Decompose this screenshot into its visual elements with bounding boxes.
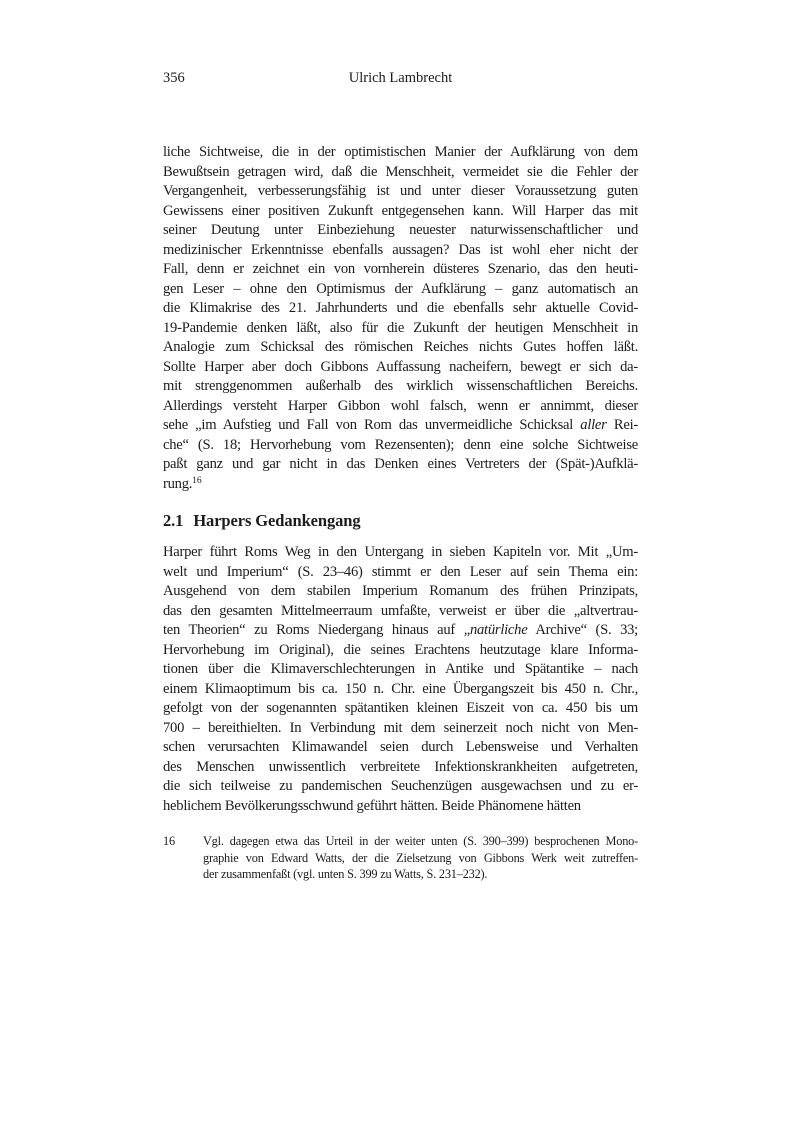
text-line: 700 – bereithielten. In Verbindung mit dem seinerzeit noch nicht von Men- [163, 719, 638, 736]
text-line: gen Leser – ohne den Optimismus der Aufklärung – ganz automatisch an [163, 280, 638, 297]
text-line: Bewußtsein getragen wird, daß die Menschheit, vermeidet sie die Fehler der [163, 163, 638, 180]
text-line: Hervorhebung im Original), die seines Erachtens heutzutage klare Informa- [163, 641, 638, 658]
body-paragraph-continuation [163, 143, 638, 494]
text-line: Ausgehend von dem stabilen Imperium Romanum des frühen Prinzipats, [163, 583, 638, 599]
page-number: 356 [163, 70, 185, 86]
text-line: einem Klimaoptimum bis ca. 150 n. Chr. eine Übergangszeit bis 450 n. Chr., [163, 680, 638, 697]
text-line: che“ (S. 18; Hervorhebung vom Rezensenten); denn eine solche Sichtweise [163, 436, 638, 453]
text-line: tionen über die Klimaverschlechterungen in Antike und Spätantike – nach [163, 661, 638, 677]
text-line: die sich teilweise zu pandemischen Seuchenzügen ausgewachsen und zu er- [163, 778, 638, 794]
footnote [163, 833, 638, 883]
text-block [163, 143, 638, 816]
text-line: medizinischer Erkenntnisse ebenfalls aussagen? Das ist wohl eher nicht der [163, 241, 638, 258]
text-line: welt und Imperium“ (S. 23–46) stimmt er den Leser auf sein Thema ein: [163, 563, 638, 580]
text-line: seiner Deutung unter Einbeziehung neuester naturwissenschaftlicher und [163, 222, 638, 238]
text-line: schen verursachten Klimawandel seien durch Lebensweise und Verhalten [163, 739, 638, 755]
text-line: Analogie zum Schicksal des römischen Reiches nichts Gutes hoffen läßt. [163, 339, 638, 355]
text-line: rung.$^{16}$ [163, 475, 202, 492]
text-line: Harper führt Roms Weg in den Untergang in sieben Kapiteln vor. Mit „Um- [163, 544, 638, 560]
text-line: Vergangenheit, verbesserungsfähig ist und unter dieser Voraussetzung guten [163, 183, 638, 199]
section-heading [163, 510, 638, 532]
text-line: der zusammenfaßt (vgl. unten S. 399 zu Watts, S. 231–232). [203, 867, 488, 881]
text-line: mit strenggenommen außerhalb des wirklich wissenschaftlichen Bereichs. [163, 378, 638, 394]
text-line: die Klimakrise des 21. Jahrhunderts und die ebenfalls sehr aktuelle Covid- [163, 300, 638, 316]
text-line: das den gesamten Mittelmeerraum umfaßte, verweist er über die „altvertrau- [163, 602, 638, 619]
text-line: 19-Pandemie denken läßt, also für die Zukunft der heutigen Menschheit in [163, 319, 638, 336]
text-line: liche Sichtweise, die in der optimistischen Manier der Aufklärung von dem [163, 144, 638, 160]
text-line: sehe „im Aufstieg und Fall von Rom das unvermeidliche Schicksal aller Rei- [163, 417, 638, 433]
running-header [163, 69, 638, 87]
footnote-text [203, 833, 638, 883]
text-line: Fall, denn er zeichnet ein von vornherein düsteres Szenario, das den heuti- [163, 261, 638, 277]
text-line: des Menschen unwissentlich verbreitete Infektionskrankheiten aufgetreten, [163, 758, 638, 775]
text-line: ten Theorien“ zu Roms Niedergang hinaus auf „natürliche Archive“ (S. 33; [163, 622, 638, 638]
text-line: Vgl. dagegen etwa das Urteil in der weiter unten (S. 390–399) besprochenen Mono- [203, 834, 638, 848]
body-paragraph [163, 543, 638, 816]
text-line: Gewissens einer positiven Zukunft entgegensehen kann. Will Harper das mit [163, 202, 638, 219]
footnote-number: 16 [163, 834, 175, 848]
text-line: Allerdings versteht Harper Gibbon wohl falsch, wenn er annimmt, dieser [163, 397, 638, 414]
text-line: gefolgt von der sogenannten spätantiken kleinen Eiszeit von ca. 450 bis um [163, 700, 638, 716]
section-title: Harpers Gedankengang [193, 511, 361, 530]
text-line: heblichem Bevölkerungsschwund geführt hätten. Beide Phänomene hätten [163, 797, 581, 814]
text-line: paßt ganz und gar nicht in das Denken eines Vertreters der (Spät-)Aufklä- [163, 456, 638, 472]
text-line: graphie von Edward Watts, der die Zielsetzung von Gibbons Werk weit zutreffen- [203, 850, 638, 865]
section-number: 2.1 [163, 511, 184, 530]
text-line: Sollte Harper aber doch Gibbons Auffassung nacheifern, bewegt er sich da- [163, 358, 638, 375]
running-head-author: Ulrich Lambrecht [348, 70, 453, 86]
